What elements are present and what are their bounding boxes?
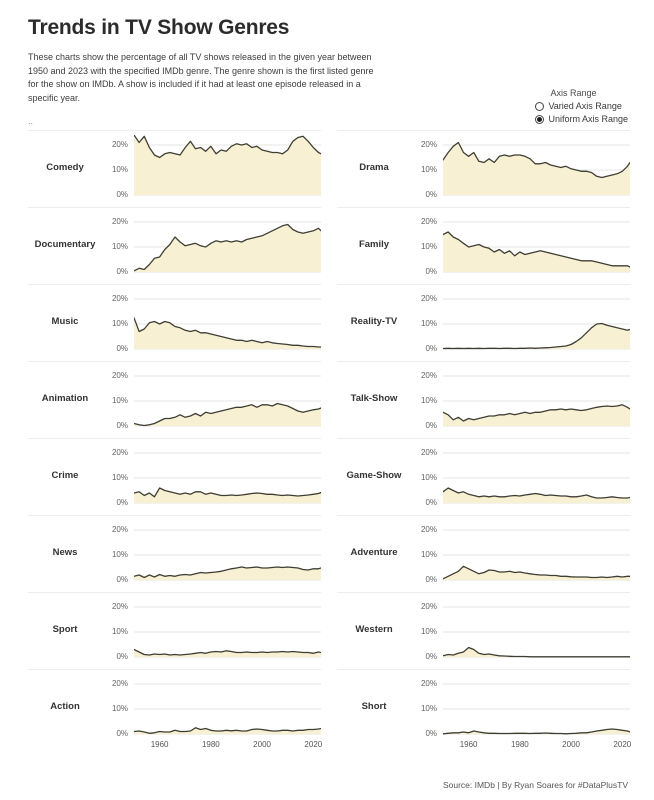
y-tick-label: 20% xyxy=(420,525,437,534)
y-axis-ticks xyxy=(411,285,443,361)
y-tick-label: 20% xyxy=(111,294,128,303)
genre-panel-game-show xyxy=(337,438,630,515)
radio-icon[interactable] xyxy=(535,115,544,124)
area-chart-documentary xyxy=(134,212,321,282)
genre-panel-documentary xyxy=(28,207,321,284)
genre-panel-comedy xyxy=(28,130,321,207)
y-tick-label: 10% xyxy=(420,165,437,174)
genre-panel-news xyxy=(28,515,321,592)
area-chart-game-show xyxy=(443,443,630,513)
y-axis-ticks xyxy=(102,285,134,361)
y-tick-label: 0% xyxy=(116,729,128,738)
y-tick-label: 0% xyxy=(425,421,437,430)
area-chart-short xyxy=(443,674,630,744)
x-axis-labels xyxy=(134,740,321,754)
y-tick-label: 10% xyxy=(111,319,128,328)
y-tick-label: 10% xyxy=(420,704,437,713)
area-chart-animation xyxy=(134,366,321,436)
y-axis-ticks xyxy=(102,208,134,284)
y-tick-label: 0% xyxy=(425,729,437,738)
genre-panel-reality-tv xyxy=(337,284,630,361)
y-tick-label: 0% xyxy=(425,498,437,507)
chart-area xyxy=(443,362,630,438)
y-axis-ticks xyxy=(411,131,443,207)
y-tick-label: 0% xyxy=(425,267,437,276)
x-tick-label: 2000 xyxy=(562,740,580,749)
y-tick-label: 20% xyxy=(420,448,437,457)
area-chart-drama xyxy=(443,135,630,205)
y-tick-label: 20% xyxy=(111,679,128,688)
x-axis-labels xyxy=(443,740,630,754)
area-chart-adventure xyxy=(443,520,630,590)
y-axis-ticks xyxy=(102,362,134,438)
axis-range-control xyxy=(535,88,628,127)
genre-label: Adventure xyxy=(350,546,398,558)
y-axis-ticks xyxy=(102,516,134,592)
y-tick-label: 0% xyxy=(116,421,128,430)
genre-panel-action xyxy=(28,669,321,762)
y-tick-label: 20% xyxy=(111,448,128,457)
genre-panel-music xyxy=(28,284,321,361)
y-tick-label: 20% xyxy=(420,679,437,688)
y-tick-label: 0% xyxy=(425,190,437,199)
y-tick-label: 0% xyxy=(116,267,128,276)
y-tick-label: 20% xyxy=(111,140,128,149)
y-tick-label: 20% xyxy=(420,602,437,611)
y-axis-ticks xyxy=(411,516,443,592)
chart-area xyxy=(443,593,630,669)
y-tick-label: 20% xyxy=(111,602,128,611)
x-tick-label: 2000 xyxy=(253,740,271,749)
radio-varied-axis-range[interactable] xyxy=(535,101,628,111)
y-tick-label: 10% xyxy=(111,165,128,174)
chart-area xyxy=(443,670,630,762)
chart-area xyxy=(443,516,630,592)
genre-label: Reality-TV xyxy=(350,315,398,327)
radio-icon[interactable] xyxy=(535,102,544,111)
area-chart-talk-show xyxy=(443,366,630,436)
area-chart-reality-tv xyxy=(443,289,630,359)
chart-area xyxy=(134,362,321,438)
genre-panel-talk-show xyxy=(337,361,630,438)
y-tick-label: 10% xyxy=(111,396,128,405)
y-tick-label: 10% xyxy=(420,396,437,405)
y-tick-label: 20% xyxy=(420,371,437,380)
genre-label: Game-Show xyxy=(346,469,402,481)
y-tick-label: 10% xyxy=(111,627,128,636)
area-chart-western xyxy=(443,597,630,667)
small-multiples-grid xyxy=(28,130,630,762)
y-tick-label: 10% xyxy=(111,242,128,251)
chart-area xyxy=(134,670,321,762)
area-chart-news xyxy=(134,520,321,590)
x-tick-label: 1980 xyxy=(201,740,220,749)
ellipsis-text: .. xyxy=(28,116,34,126)
genre-label: Documentary xyxy=(34,238,96,250)
chart-description: These charts show the percentage of all TV shows released in the given year between 1950 and 2023 with the specified IMDb genre. The genre shown is the first listed genre for the show on IMDb. A show is included if it had at least one episode released in a specific year. xyxy=(28,52,374,103)
genre-panel-animation xyxy=(28,361,321,438)
y-axis-ticks xyxy=(411,670,443,762)
y-axis-ticks xyxy=(411,208,443,284)
genre-panel-short xyxy=(337,669,630,762)
y-tick-label: 10% xyxy=(420,627,437,636)
y-axis-ticks xyxy=(411,593,443,669)
y-tick-label: 0% xyxy=(116,344,128,353)
genre-label: Family xyxy=(358,238,390,250)
area-chart-family xyxy=(443,212,630,282)
radio-uniform-axis-range[interactable] xyxy=(535,114,628,124)
radio-option-label: Varied Axis Range xyxy=(548,101,622,111)
y-axis-ticks xyxy=(411,362,443,438)
x-tick-label: 2020 xyxy=(304,740,323,749)
genre-panel-drama xyxy=(337,130,630,207)
area-chart-crime xyxy=(134,443,321,513)
y-tick-label: 0% xyxy=(116,575,128,584)
y-tick-label: 20% xyxy=(420,294,437,303)
chart-area xyxy=(134,131,321,207)
y-axis-ticks xyxy=(102,439,134,515)
y-tick-label: 20% xyxy=(420,140,437,149)
area-chart-sport xyxy=(134,597,321,667)
y-tick-label: 10% xyxy=(420,550,437,559)
radio-option-label: Uniform Axis Range xyxy=(548,114,628,124)
chart-area xyxy=(134,516,321,592)
y-axis-ticks xyxy=(411,439,443,515)
genre-label: Talk-Show xyxy=(350,392,398,404)
y-tick-label: 10% xyxy=(420,242,437,251)
y-tick-label: 10% xyxy=(420,473,437,482)
genre-label: Music xyxy=(51,315,79,327)
y-tick-label: 0% xyxy=(116,498,128,507)
chart-area xyxy=(134,593,321,669)
page-title: Trends in TV Show Genres xyxy=(28,16,290,39)
genre-label: Drama xyxy=(359,161,389,173)
x-tick-label: 1980 xyxy=(510,740,529,749)
y-tick-label: 10% xyxy=(420,319,437,328)
genre-panel-crime xyxy=(28,438,321,515)
genre-label: Sport xyxy=(52,623,78,635)
chart-area xyxy=(134,439,321,515)
chart-area xyxy=(443,439,630,515)
x-tick-label: 1960 xyxy=(150,740,169,749)
y-tick-label: 0% xyxy=(425,344,437,353)
genre-panel-family xyxy=(337,207,630,284)
chart-area xyxy=(443,208,630,284)
y-tick-label: 0% xyxy=(116,652,128,661)
genre-label: Western xyxy=(355,623,393,635)
y-tick-label: 10% xyxy=(111,550,128,559)
y-tick-label: 0% xyxy=(116,190,128,199)
chart-area xyxy=(134,208,321,284)
y-axis-ticks xyxy=(102,131,134,207)
y-tick-label: 20% xyxy=(420,217,437,226)
genre-label: News xyxy=(52,546,78,558)
y-tick-label: 20% xyxy=(111,217,128,226)
y-axis-ticks xyxy=(102,670,134,762)
area-chart-comedy xyxy=(134,135,321,205)
y-tick-label: 0% xyxy=(425,652,437,661)
genre-label: Action xyxy=(50,700,80,712)
y-tick-label: 20% xyxy=(111,371,128,380)
source-credit: Source: IMDb | By Ryan Soares for #DataPlusTV xyxy=(442,780,628,790)
genre-label: Animation xyxy=(41,392,89,404)
y-axis-ticks xyxy=(102,593,134,669)
y-tick-label: 10% xyxy=(111,473,128,482)
x-tick-label: 2020 xyxy=(613,740,632,749)
y-tick-label: 20% xyxy=(111,525,128,534)
genre-panel-adventure xyxy=(337,515,630,592)
genre-panel-western xyxy=(337,592,630,669)
genre-label: Comedy xyxy=(46,161,84,173)
axis-range-label: Axis Range xyxy=(550,88,597,98)
area-chart-music xyxy=(134,289,321,359)
chart-area xyxy=(443,285,630,361)
area-chart-action xyxy=(134,674,321,744)
genre-label: Short xyxy=(361,700,387,712)
y-tick-label: 0% xyxy=(425,575,437,584)
chart-area xyxy=(443,131,630,207)
genre-label: Crime xyxy=(51,469,79,481)
chart-area xyxy=(134,285,321,361)
genre-panel-sport xyxy=(28,592,321,669)
x-tick-label: 1960 xyxy=(459,740,478,749)
y-tick-label: 10% xyxy=(111,704,128,713)
